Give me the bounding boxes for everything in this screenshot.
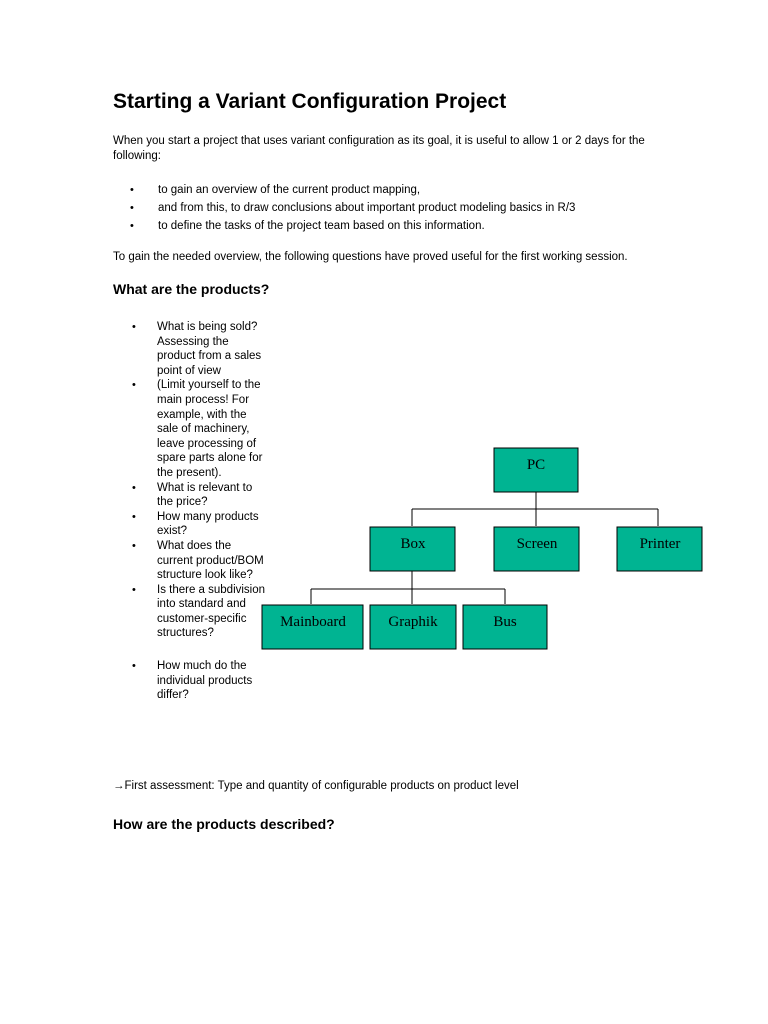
node-graphik bbox=[370, 605, 456, 649]
list-item: • to define the tasks of the project team based on this information. bbox=[130, 220, 485, 232]
connector-box-children bbox=[311, 571, 505, 604]
bullet-icon: • bbox=[132, 379, 136, 392]
svg-text:Box: Box bbox=[400, 536, 426, 552]
node-box bbox=[370, 527, 455, 571]
list-item: • to gain an overview of the current product mapping, bbox=[130, 184, 421, 196]
bullet-icon: • bbox=[132, 660, 136, 673]
overview-paragraph: To gain the needed overview, the following questions have proved useful for the first working session. bbox=[113, 251, 628, 263]
svg-text:Printer: Printer bbox=[639, 536, 681, 552]
list-item: • and from this, to draw conclusions about important product modeling basics in R/3 bbox=[130, 202, 576, 214]
node-pc bbox=[494, 448, 578, 492]
list-item: • What is relevant to the price? bbox=[132, 481, 253, 509]
section-heading-products: What are the products? bbox=[113, 281, 270, 297]
list-item: • How many products exist? bbox=[132, 510, 259, 538]
node-mainboard bbox=[262, 605, 363, 649]
section-heading-description: How are the products described? bbox=[113, 816, 335, 832]
bullet-icon: • bbox=[130, 184, 134, 196]
bullet-icon: • bbox=[132, 539, 136, 552]
list-item: • Is there a subdivision into standard and customer-specific structures? bbox=[132, 583, 266, 640]
svg-text:Mainboard: Mainboard bbox=[280, 614, 346, 630]
list-item: • What does the current product/BOM structure look like? bbox=[132, 539, 264, 582]
svg-text:Screen: Screen bbox=[516, 536, 558, 552]
first-assessment-text: →First assessment: Type and quantity of configurable products on product level bbox=[113, 780, 519, 792]
svg-text:Graphik: Graphik bbox=[388, 614, 438, 630]
connector-pc-children bbox=[412, 492, 658, 526]
svg-text:Bus: Bus bbox=[493, 614, 517, 630]
bullet-icon: • bbox=[130, 202, 134, 214]
intro-paragraph: When you start a project that uses variant configuration as its goal, it is useful to allow 1 or 2 days for the following: bbox=[113, 135, 645, 162]
bullet-icon: • bbox=[132, 321, 136, 333]
list-item: • (Limit yourself to the main process! For example, with the sale of machinery, leave processing of spare parts alone for the present). bbox=[132, 379, 263, 479]
bullet-icon: • bbox=[130, 220, 134, 232]
node-screen bbox=[494, 527, 579, 571]
list-item: • What is being sold? Assessing the product from a sales point of view bbox=[132, 321, 262, 377]
svg-text:PC: PC bbox=[526, 457, 546, 473]
node-printer bbox=[617, 527, 702, 571]
list-item: • How much do the individual products differ? bbox=[132, 660, 253, 702]
bullet-icon: • bbox=[132, 481, 136, 494]
page-title: Starting a Variant Configuration Project bbox=[113, 90, 507, 113]
node-bus bbox=[463, 605, 547, 649]
bullet-icon: • bbox=[132, 510, 136, 523]
bullet-icon: • bbox=[132, 583, 136, 596]
